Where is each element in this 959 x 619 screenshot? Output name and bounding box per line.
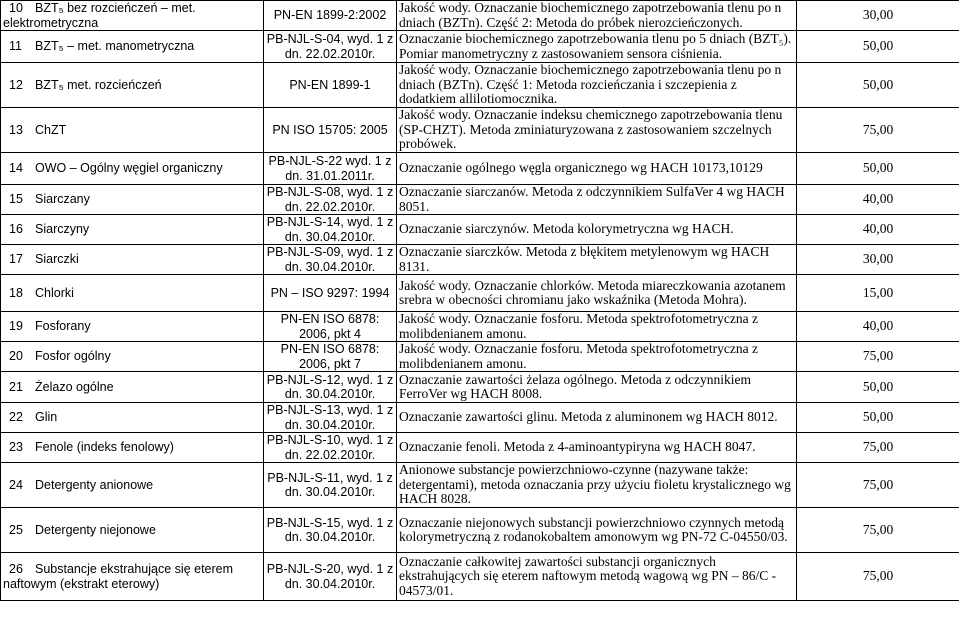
row-number: 25 bbox=[9, 522, 23, 537]
method-description-cell: Oznaczanie zawartości glinu. Metoda z aluminonem wg HACH 8012. bbox=[397, 403, 797, 433]
table-row bbox=[1, 553, 959, 601]
row-number: 10 bbox=[9, 1, 23, 15]
price-cell: 75,00 bbox=[797, 508, 959, 553]
row-number: 14 bbox=[9, 161, 23, 176]
analysis-name: Siarczyny bbox=[35, 222, 90, 237]
analysis-name: BZT₅ bez rozcieńczeń – met. elektrometryczna bbox=[3, 1, 196, 30]
price-cell: 50,00 bbox=[797, 63, 959, 108]
price-cell: 15,00 bbox=[797, 275, 959, 312]
analysis-name: ChZT bbox=[35, 122, 67, 137]
method-description-cell: Oznaczanie całkowitej zawartości substancji organicznych ekstrahujących się eterem naftowym metodą wagową wg PN – 86/C - 04573/01. bbox=[397, 553, 797, 601]
price-cell: 30,00 bbox=[797, 1, 959, 31]
row-number: 11 bbox=[9, 39, 22, 54]
standard-cell: PN-EN ISO 6878: 2006, pkt 7 bbox=[264, 342, 397, 372]
standard-cell: PB-NJL-S-10, wyd. 1 z dn. 22.02.2010r. bbox=[264, 433, 397, 463]
method-description-cell: Oznaczanie zawartości żelaza ogólnego. Metoda z odczynnikiem FerroVer wg HACH 8008. bbox=[397, 372, 797, 403]
price-cell: 30,00 bbox=[797, 245, 959, 275]
standard-cell: PB-NJL-S-13, wyd. 1 z dn. 30.04.2010r. bbox=[264, 403, 397, 433]
analysis-name-cell bbox=[1, 403, 264, 433]
price-cell: 40,00 bbox=[797, 215, 959, 245]
row-number: 18 bbox=[9, 285, 23, 300]
analysis-name-cell bbox=[1, 372, 264, 403]
table-row bbox=[1, 245, 959, 275]
table-row bbox=[1, 108, 959, 153]
price-cell: 50,00 bbox=[797, 31, 959, 63]
table-row bbox=[1, 63, 959, 108]
method-description-cell: Oznaczanie niejonowych substancji powierzchniowo czynnych metodą kolorymetryczną z rodanokobaltem amonowym wg PN-72 C-04550/03. bbox=[397, 508, 797, 553]
analysis-name: Detergenty anionowe bbox=[35, 477, 154, 492]
analysis-name: Glin bbox=[35, 410, 58, 425]
analysis-name-cell bbox=[1, 463, 264, 508]
price-cell: 75,00 bbox=[797, 108, 959, 153]
analysis-name-cell bbox=[1, 108, 264, 153]
standard-cell: PB-NJL-S-14, wyd. 1 z dn. 30.04.2010r. bbox=[264, 215, 397, 245]
analysis-name-cell bbox=[1, 185, 264, 215]
analysis-name-cell bbox=[1, 63, 264, 108]
method-description-cell: Oznaczanie ogólnego węgla organicznego wg HACH 10173,10129 bbox=[397, 153, 797, 185]
table-row bbox=[1, 185, 959, 215]
analysis-name: OWO – Ogólny węgiel organiczny bbox=[35, 161, 223, 176]
table-row bbox=[1, 342, 959, 372]
analysis-name-cell bbox=[1, 153, 264, 185]
method-description-cell: Oznaczanie fenoli. Metoda z 4-aminoantypiryna wg HACH 8047. bbox=[397, 433, 797, 463]
row-number: 19 bbox=[9, 319, 23, 334]
price-cell: 75,00 bbox=[797, 342, 959, 372]
row-number: 13 bbox=[9, 122, 23, 137]
analysis-name: Detergenty niejonowe bbox=[35, 522, 156, 537]
method-description-cell: Jakość wody. Oznaczanie indeksu chemicznego zapotrzebowania tlenu (SP-CHZT). Metoda zminiaturyzowana z zastosowaniem szczelnych probówek. bbox=[397, 108, 797, 153]
standard-cell: PB-NJL-S-15, wyd. 1 z dn. 30.04.2010r. bbox=[264, 508, 397, 553]
analysis-name: Żelazo ogólne bbox=[35, 379, 114, 394]
method-description-cell: Anionowe substancje powierzchniowo-czynne (nazywane także: detergentami), metoda oznaczania przy użyciu fioletu krystalicznego wg HACH 8028. bbox=[397, 463, 797, 508]
row-number: 23 bbox=[9, 440, 23, 455]
table-row bbox=[1, 372, 959, 403]
table-row bbox=[1, 31, 959, 63]
row-number: 21 bbox=[9, 379, 23, 394]
method-description-cell: Jakość wody. Oznaczanie fosforu. Metoda spektrofotometryczna z molibdenianem amonu. bbox=[397, 342, 797, 372]
standard-cell: PB-NJL-S-08, wyd. 1 z dn. 22.02.2010r. bbox=[264, 185, 397, 215]
table-row bbox=[1, 463, 959, 508]
analysis-name: Siarczany bbox=[35, 192, 90, 207]
standard-cell: PB-NJL-S-04, wyd. 1 z dn. 22.02.2010r. bbox=[264, 31, 397, 63]
method-description-cell: Oznaczanie siarczynów. Metoda kolorymetryczna wg HACH. bbox=[397, 215, 797, 245]
analysis-name-cell bbox=[1, 312, 264, 342]
method-description-cell: Jakość wody. Oznaczanie fosforu. Metoda spektrofotometryczna z molibdenianem amonu. bbox=[397, 312, 797, 342]
row-number: 22 bbox=[9, 410, 23, 425]
row-number: 12 bbox=[9, 77, 23, 92]
analysis-name-cell bbox=[1, 342, 264, 372]
standard-cell: PB-NJL-S-09, wyd. 1 z dn. 30.04.2010r. bbox=[264, 245, 397, 275]
analysis-name-cell bbox=[1, 215, 264, 245]
table-row bbox=[1, 153, 959, 185]
standard-cell: PB-NJL-S-20, wyd. 1 z dn. 30.04.2010r. bbox=[264, 553, 397, 601]
standard-cell: PN ISO 15705: 2005 bbox=[264, 108, 397, 153]
price-cell: 75,00 bbox=[797, 463, 959, 508]
standard-cell: PB-NJL-S-22 wyd. 1 z dn. 31.01.2011r. bbox=[264, 153, 397, 185]
analysis-name: Fosforany bbox=[35, 319, 91, 334]
method-description-cell: Oznaczanie siarczków. Metoda z błękitem metylenowym wg HACH 8131. bbox=[397, 245, 797, 275]
price-cell: 50,00 bbox=[797, 372, 959, 403]
row-number: 24 bbox=[9, 477, 23, 492]
row-number: 20 bbox=[9, 349, 23, 364]
analysis-name: Fosfor ogólny bbox=[35, 349, 111, 364]
price-cell: 50,00 bbox=[797, 403, 959, 433]
method-description-cell: Jakość wody. Oznaczanie biochemicznego zapotrzebowania tlenu po n dniach (BZTn). Część 1: Metoda rozcieńczania i szczepienia z dodatkiem allilotiomocznika. bbox=[397, 63, 797, 108]
price-cell: 75,00 bbox=[797, 553, 959, 601]
row-number: 17 bbox=[9, 252, 23, 267]
method-description-cell: Oznaczanie siarczanów. Metoda z odczynnikiem SulfaVer 4 wg HACH 8051. bbox=[397, 185, 797, 215]
standard-cell: PN-EN ISO 6878: 2006, pkt 4 bbox=[264, 312, 397, 342]
analysis-name: Chlorki bbox=[35, 285, 74, 300]
method-description-cell: Jakość wody. Oznaczanie biochemicznego zapotrzebowania tlenu po n dniach (BZTn). Część 2: Metoda do próbek nierozcieńczonych. bbox=[397, 1, 797, 31]
analysis-name: BZT₅ – met. manometryczna bbox=[35, 39, 195, 54]
analysis-name: Fenole (indeks fenolowy) bbox=[35, 440, 174, 455]
table-row bbox=[1, 215, 959, 245]
table-row bbox=[1, 433, 959, 463]
analysis-name-cell bbox=[1, 1, 264, 31]
table-row bbox=[1, 508, 959, 553]
row-number: 16 bbox=[9, 222, 23, 237]
price-cell: 40,00 bbox=[797, 312, 959, 342]
standard-cell: PN – ISO 9297: 1994 bbox=[264, 275, 397, 312]
price-cell: 40,00 bbox=[797, 185, 959, 215]
table-row bbox=[1, 403, 959, 433]
method-description-cell: Jakość wody. Oznaczanie chlorków. Metoda miareczkowania azotanem srebra w obecności chromianu jako wskaźnika (Metoda Mohra). bbox=[397, 275, 797, 312]
analysis-name-cell bbox=[1, 245, 264, 275]
method-description-cell: Oznaczanie biochemicznego zapotrzebowania tlenu po 5 dniach (BZT₅). Pomiar manometryczny z zastosowaniem sensora ciśnienia. bbox=[397, 31, 797, 63]
price-cell: 50,00 bbox=[797, 153, 959, 185]
table-row bbox=[1, 1, 959, 31]
row-number: 26 bbox=[9, 562, 23, 576]
analysis-name-cell bbox=[1, 508, 264, 553]
standard-cell: PN-EN 1899-2:2002 bbox=[264, 1, 397, 31]
table-row bbox=[1, 275, 959, 312]
standard-cell: PN-EN 1899-1 bbox=[264, 63, 397, 108]
table-row bbox=[1, 312, 959, 342]
analysis-name: BZT₅ met. rozcieńczeń bbox=[35, 77, 162, 92]
analysis-name-cell bbox=[1, 433, 264, 463]
analysis-name: Siarczki bbox=[35, 252, 79, 267]
analysis-name-cell bbox=[1, 31, 264, 63]
price-cell: 75,00 bbox=[797, 433, 959, 463]
standard-cell: PB-NJL-S-11, wyd. 1 z dn. 30.04.2010r. bbox=[264, 463, 397, 508]
standard-cell: PB-NJL-S-12, wyd. 1 z dn. 30.04.2010r. bbox=[264, 372, 397, 403]
analysis-name: Substancje ekstrahujące się eterem naftowym (ekstrakt eterowy) bbox=[3, 562, 234, 591]
row-number: 15 bbox=[9, 192, 23, 207]
analysis-name-cell bbox=[1, 553, 264, 601]
analysis-name-cell bbox=[1, 275, 264, 312]
